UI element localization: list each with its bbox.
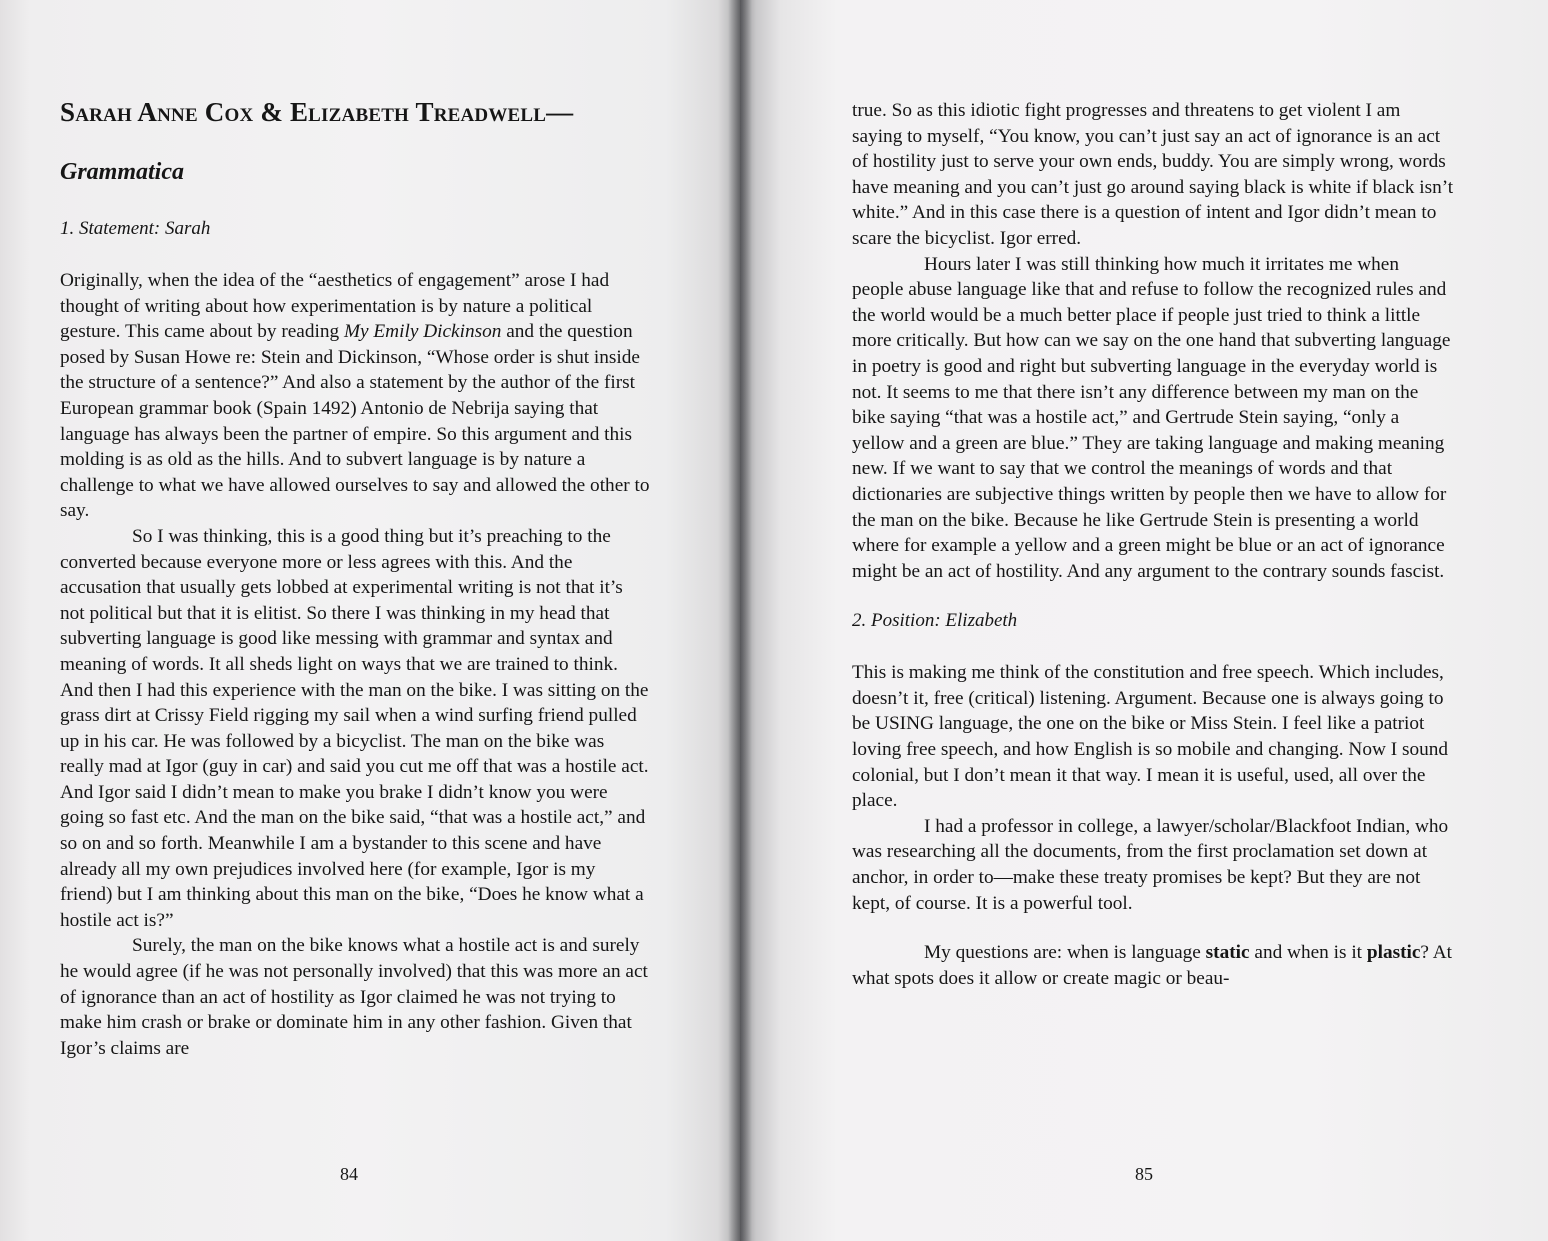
right-text-block: [852, 98, 1454, 991]
paragraph: Surely, the man on the bike knows what a hostile act is and surely he would agree (if he was not personally involved) that this was more an act of ignorance than an act of hostility as Igor claimed he was not trying to make him crash or brake or dominate him in any other fashion. Given that Igor’s claims are: [60, 935, 648, 1059]
bold-term-static: static: [1205, 942, 1250, 964]
paragraph-questions: My questions are: when is language static and when is it plastic? At what spots does it allow or create magic or beau-: [852, 942, 1453, 989]
paragraph: true. So as this idiotic fight progresses and threatens to get violent I am saying to myself, “You know, you can’t just say an act of ignorance is an act of hostility just to serve your own ends, buddy. You are simply wrong, words have meaning and you can’t just go around saying black is white if black isn’t white.” And in this case there is a question of intent and Igor didn’t mean to scare the bicyclist. Igor erred.: [852, 100, 1454, 249]
page-number-left: 84: [340, 1164, 358, 1184]
paragraph: Originally, when the idea of the “aesthetics of engagement” arose I had thought of writing about how experimentation is by nature a political gesture. This came about by reading My Emily Dickinson and the question posed by Susan Howe re: Stein and Dickinson, “Whose order is shut inside the structure of a sentence?” And also a statement by the author of the first European grammar book (Spain 1492) Antonio de Nebrija saying that language has always been the partner of empire. So this argument and this molding is as old as the hills. And to subvert language is by nature a challenge to what we have allowed ourselves to say and allowed the other to say.: [60, 270, 650, 522]
paragraph: I had a professor in college, a lawyer/scholar/Blackfoot Indian, who was researching all the documents, from the first proclamation set down at anchor, in order to—make these treaty promises be kept? But they are not kept, of course. It is a powerful tool.: [852, 815, 1449, 914]
paragraph: So I was thinking, this is a good thing but it’s preaching to the converted because everyone more or less agrees with this. And the accusation that usually gets lobbed at experimental writing is not that it’s not political but that it is elitist. So there I was thinking in my head that subverting language is good like messing with grammar and syntax and meaning of words. It all sheds light on ways that we are trained to think. And then I had this experience with the man on the bike. I was sitting on the grass dirt at Crissy Field rigging my sail when a wind surfing friend pulled up in his car. He was followed by a bicyclist. The man on the bike was really mad at Igor (guy in car) and said you cut me off that was a hostile act. And Igor said I didn’t mean to make you brake I didn’t know you were going so fast etc. And the man on the bike said, “that was a hostile act,” and so on and so forth. Meanwhile I am a bystander to this scene and have already all my own prejudices involved here (for example, Igor is my friend) but I am thinking about this man on the bike, “Does he know what a hostile act is?”: [60, 525, 649, 931]
book-gutter-shadow: [728, 0, 752, 1241]
right-page: [740, 0, 1548, 1241]
bold-term-plastic: plastic: [1366, 942, 1421, 964]
left-page: [0, 0, 740, 1241]
left-text-block: [60, 94, 650, 1061]
paragraph: This is making me think of the constitution and free speech. Which includes, doesn’t it, free (critical) listening. Argument. Because one is always going to be USING language, the one on the bike or Miss Stein. I feel like a patriot loving free speech, and how English is so mobile and changing. Now I sound colonial, but I don’t mean it that way. I mean it is useful, used, all over the place.: [852, 662, 1449, 812]
paragraph: Hours later I was still thinking how much it irritates me when people abuse language like that and refuse to follow the recognized rules and the world would be a much better place if people just tried to think a little more critically. But how can we say on the one hand that subverting language in poetry is good and right but subverting language in the everyday world is not. It seems to me that there isn’t any difference between my man on the bike saying “that was a hostile act,” and Gertrude Stein saying, “only a yellow and a green are blue.” They are taking language and making meaning new. If we want to say that we control the meanings of words and that dictionaries are subjective things written by people then we have to allow for the man on the bike. Because he like Gertrude Stein is presenting a world where for example a yellow and a green might be blue or an act of ignorance might be an act of hostility. And any argument to the contrary sounds fascist.: [852, 253, 1451, 582]
book-title-italic: My Emily Dickinson: [343, 321, 502, 343]
section-label-position: 2. Position: Elizabeth: [852, 610, 1018, 632]
piece-title: Grammatica: [60, 159, 184, 185]
author-heading: Sarah Anne Cox & Elizabeth Treadwell—: [60, 97, 574, 127]
section-label-statement: 1. Statement: Sarah: [60, 218, 211, 239]
page-number-right: 85: [1135, 1164, 1153, 1184]
